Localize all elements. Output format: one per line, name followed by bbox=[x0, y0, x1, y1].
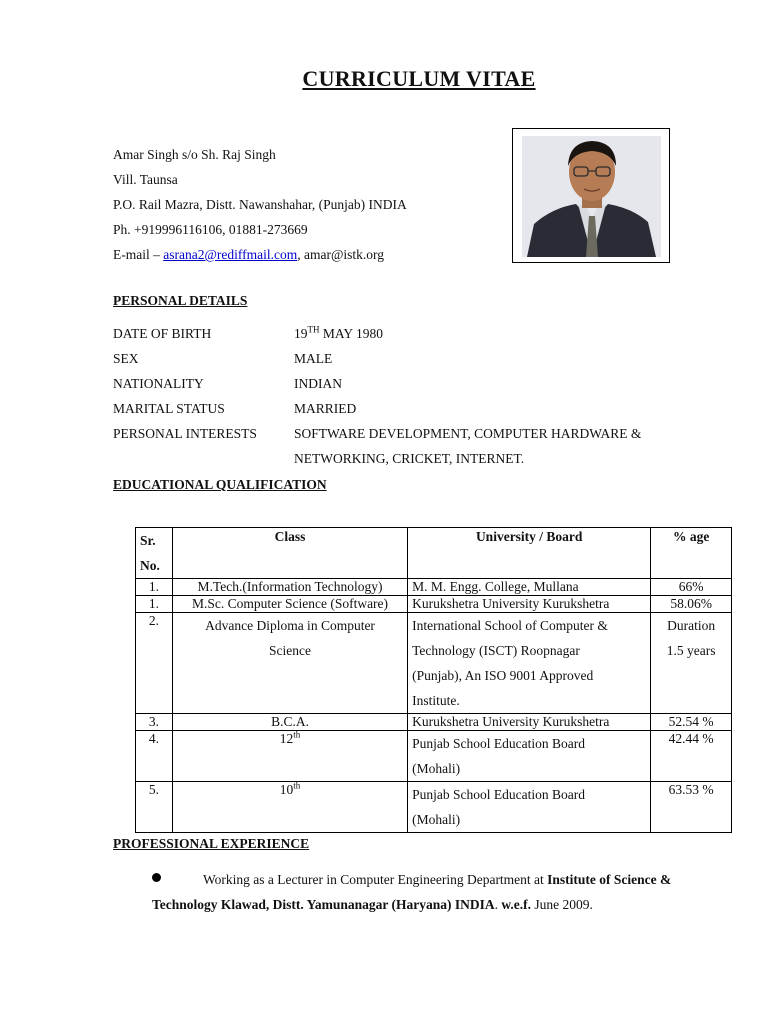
cv-title: CURRICULUM VITAE bbox=[302, 66, 536, 91]
cell-sr: 1. bbox=[136, 579, 173, 596]
email-second: amar@istk.org bbox=[304, 247, 385, 262]
cell-university: Kurukshetra University Kurukshetra bbox=[408, 714, 651, 731]
dob-sup: TH bbox=[307, 324, 320, 335]
interests-value bbox=[294, 421, 714, 471]
interests-line-1: SOFTWARE DEVELOPMENT, COMPUTER HARDWARE & bbox=[294, 426, 642, 441]
dob-label: DATE OF BIRTH bbox=[113, 326, 212, 341]
nationality-value: INDIAN bbox=[294, 376, 342, 391]
interests-label: PERSONAL INTERESTS bbox=[113, 426, 257, 441]
contact-email bbox=[113, 242, 407, 267]
cell-sr: 2. bbox=[136, 613, 173, 714]
cell-class-sup: th bbox=[293, 780, 301, 791]
cell-university-line-2: (Mohali) bbox=[412, 761, 461, 776]
experience-institute: Institute of Science & Technology Klawad, Distt. Yamunanagar (Haryana) INDIA bbox=[152, 872, 672, 912]
dob-rest: MAY 1980 bbox=[319, 326, 384, 341]
email-prefix: E-mail – bbox=[113, 247, 164, 262]
dob-day: 19 bbox=[294, 326, 308, 341]
header-age: % age bbox=[651, 528, 732, 579]
cell-class-sup: th bbox=[293, 729, 301, 740]
dob-value bbox=[294, 321, 714, 346]
cell-class-line-1: Advance Diploma in Computer bbox=[205, 618, 375, 633]
contact-block bbox=[113, 142, 407, 267]
cell-class bbox=[172, 731, 407, 782]
cell-university-line-4: Institute. bbox=[412, 693, 460, 708]
contact-village: Vill. Taunsa bbox=[113, 172, 178, 187]
cell-age: 63.53 % bbox=[651, 782, 732, 833]
personal-details-heading: PERSONAL DETAILS bbox=[113, 293, 248, 308]
cell-university: Kurukshetra University Kurukshetra bbox=[408, 596, 651, 613]
table-row bbox=[136, 714, 732, 731]
cell-university bbox=[408, 613, 651, 714]
experience-wef: w.e.f. bbox=[501, 897, 532, 912]
cell-university-line-1: Punjab School Education Board bbox=[412, 736, 585, 751]
table-row bbox=[136, 613, 732, 714]
cell-sr: 3. bbox=[136, 714, 173, 731]
cell-sr: 5. bbox=[136, 782, 173, 833]
photo-portrait bbox=[522, 136, 661, 257]
cell-age: 42.44 % bbox=[651, 731, 732, 782]
cell-age: 66% bbox=[651, 579, 732, 596]
education-table bbox=[135, 527, 732, 833]
cell-age-line-2: 1.5 years bbox=[666, 643, 716, 658]
email-link[interactable]: asrana2@rediffmail.com bbox=[163, 247, 298, 262]
cell-age bbox=[651, 613, 732, 714]
cell-university: M. M. Engg. College, Mullana bbox=[408, 579, 651, 596]
cell-university-line-1: Punjab School Education Board bbox=[412, 787, 585, 802]
header-class: Class bbox=[172, 528, 407, 579]
header-sr-line-1: Sr. bbox=[140, 533, 156, 548]
cell-university-line-2: (Mohali) bbox=[412, 812, 461, 827]
sex-label: SEX bbox=[113, 351, 139, 366]
cell-university bbox=[408, 731, 651, 782]
experience-heading: PROFESSIONAL EXPERIENCE bbox=[113, 836, 310, 851]
experience-text-3: June 2009. bbox=[531, 897, 593, 912]
header-university: University / Board bbox=[408, 528, 651, 579]
profile-photo bbox=[512, 128, 670, 263]
contact-address: P.O. Rail Mazra, Distt. Nawanshahar, (Punjab) INDIA bbox=[113, 197, 407, 212]
marital-value: MARRIED bbox=[294, 401, 357, 416]
cell-age: 52.54 % bbox=[651, 714, 732, 731]
interests-line-2: NETWORKING, CRICKET, INTERNET. bbox=[294, 451, 525, 466]
cell-university bbox=[408, 782, 651, 833]
cell-class-line-2: Science bbox=[269, 643, 311, 658]
contact-name: Amar Singh s/o Sh. Raj Singh bbox=[113, 147, 276, 162]
cell-class: B.C.A. bbox=[172, 714, 407, 731]
experience-text-1: Working as a Lecturer in Computer Engineering Department at bbox=[203, 872, 548, 887]
marital-label: MARITAL STATUS bbox=[113, 401, 225, 416]
cell-class: M.Tech.(Information Technology) bbox=[172, 579, 407, 596]
cell-university-line-2: Technology (ISCT) Roopnagar bbox=[412, 643, 580, 658]
table-header-row bbox=[136, 528, 732, 579]
header-sr bbox=[136, 528, 173, 579]
nationality-label: NATIONALITY bbox=[113, 376, 204, 391]
experience-text bbox=[152, 867, 722, 917]
experience-text-2: . bbox=[494, 897, 502, 912]
cell-university-line-3: (Punjab), An ISO 9001 Approved bbox=[412, 668, 594, 683]
cell-sr: 1. bbox=[136, 596, 173, 613]
cell-class-number: 10 bbox=[279, 782, 294, 797]
sex-value: MALE bbox=[294, 351, 333, 366]
email-separator: , bbox=[297, 247, 305, 262]
table-row bbox=[136, 782, 732, 833]
cell-age-line-1: Duration bbox=[667, 618, 716, 633]
cell-age: 58.06% bbox=[651, 596, 732, 613]
contact-phone: Ph. +919996116106, 01881-273669 bbox=[113, 222, 308, 237]
table-row bbox=[136, 579, 732, 596]
cell-class: M.Sc. Computer Science (Software) bbox=[172, 596, 407, 613]
cell-sr: 4. bbox=[136, 731, 173, 782]
table-row bbox=[136, 596, 732, 613]
header-sr-line-2: No. bbox=[140, 558, 160, 573]
education-heading: EDUCATIONAL QUALIFICATION bbox=[113, 477, 327, 492]
cell-class-number: 12 bbox=[279, 731, 294, 746]
cell-university-line-1: International School of Computer & bbox=[412, 618, 608, 633]
cell-class bbox=[172, 782, 407, 833]
cell-class bbox=[172, 613, 407, 714]
table-row bbox=[136, 731, 732, 782]
